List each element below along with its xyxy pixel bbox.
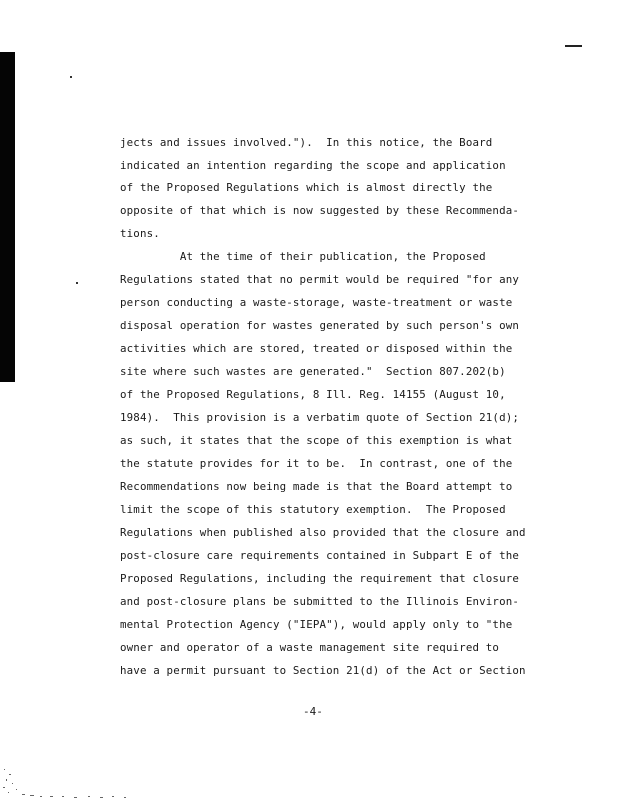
text-line: activities which are stored, treated or disposed within the xyxy=(120,342,513,355)
page-number: -4- xyxy=(303,705,323,718)
scan-speck xyxy=(76,282,78,284)
text-line: Regulations stated that no permit would be required "for any xyxy=(120,273,520,286)
text-line: At the time of their publication, the Proposed xyxy=(120,250,486,263)
text-line: jects and issues involved."). In this notice, the Board xyxy=(120,136,493,149)
text-line: mental Protection Agency ("IEPA"), would apply only to "the xyxy=(120,618,513,631)
text-line: Regulations when published also provided that the closure and xyxy=(120,526,526,539)
scan-edge-bar xyxy=(0,52,15,382)
scan-noise-marks xyxy=(0,765,150,800)
text-line: tions. xyxy=(120,227,160,240)
text-line: owner and operator of a waste management site required to xyxy=(120,641,500,654)
text-line: and post-closure plans be submitted to the Illinois Environ- xyxy=(120,595,520,608)
text-line: of the Proposed Regulations which is almost directly the xyxy=(120,181,493,194)
text-line: limit the scope of this statutory exemption. The Proposed xyxy=(120,503,506,516)
text-line: 1984). This provision is a verbatim quote of Section 21(d); xyxy=(120,411,520,424)
text-line: of the Proposed Regulations, 8 Ill. Reg. 14155 (August 10, xyxy=(120,388,506,401)
text-line: have a permit pursuant to Section 21(d) of the Act or Section xyxy=(120,664,526,677)
text-line: the statute provides for it to be. In contrast, one of the xyxy=(120,457,513,470)
text-line: site where such wastes are generated." Section 807.202(b) xyxy=(120,365,506,378)
text-line: Proposed Regulations, including the requirement that closure xyxy=(120,572,520,585)
text-line: disposal operation for wastes generated by such person's own xyxy=(120,319,520,332)
scan-speck xyxy=(70,76,72,78)
text-line: person conducting a waste-storage, waste-treatment or waste xyxy=(120,296,513,309)
text-line: post-closure care requirements contained in Subpart E of the xyxy=(120,549,520,562)
text-line: opposite of that which is now suggested by these Recommenda- xyxy=(120,204,520,217)
scan-corner-mark xyxy=(565,45,582,47)
text-line: indicated an intention regarding the scope and application xyxy=(120,159,506,172)
text-line: as such, it states that the scope of this exemption is what xyxy=(120,434,513,447)
text-line: Recommendations now being made is that the Board attempt to xyxy=(120,480,513,493)
